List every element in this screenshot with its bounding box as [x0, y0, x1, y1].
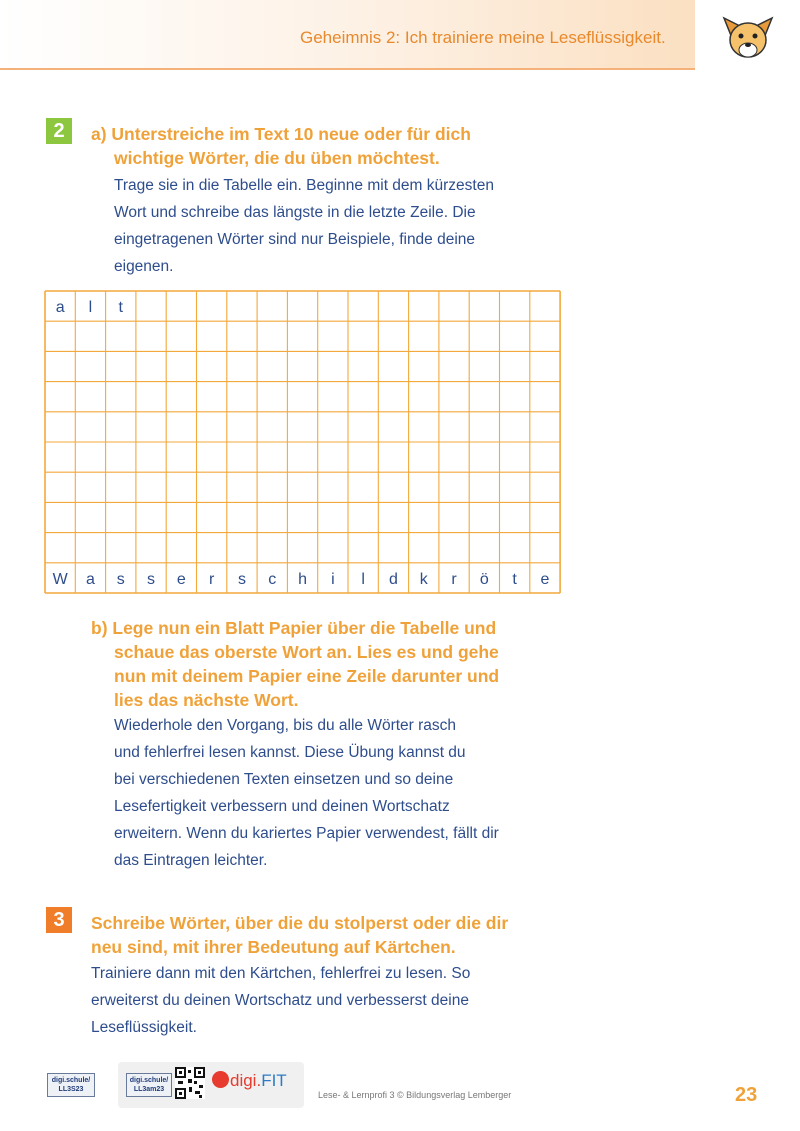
task-2b-body — [114, 712, 499, 874]
grid-letter-last-row: r — [208, 570, 215, 588]
grid-letter-last-row: i — [331, 570, 335, 588]
instruction-line: wichtige Wörter, die du üben möchtest. — [114, 148, 440, 168]
grid-letter-last-row: e — [176, 570, 186, 588]
grid-letter-last-row: c — [268, 570, 277, 588]
instruction-line: lies das nächste Wort. — [114, 690, 299, 710]
copyright-text: Lese- & Lernprofi 3 © Bildungsverlag Lemberger — [318, 1090, 512, 1100]
tag-line: digi.schule/ — [51, 1077, 91, 1084]
task-3-instruction — [91, 911, 508, 959]
body-line: erweitern. Wenn du kariertes Papier verwendest, fällt dir — [114, 825, 499, 842]
task-2a-instruction — [91, 122, 471, 170]
digi-code-tag[interactable] — [47, 1073, 95, 1097]
task-2b-instruction — [91, 616, 499, 712]
body-line: eigenen. — [114, 258, 174, 275]
page-number: 23 — [735, 1084, 758, 1106]
grid-letter-first-row: l — [88, 299, 93, 317]
digifit-logo-part-b: FIT — [261, 1071, 287, 1090]
page-header — [0, 0, 695, 70]
body-line: Trainiere dann mit den Kärtchen, fehlerfrei zu lesen. So — [91, 965, 471, 982]
body-line: und fehlerfrei lesen kannst. Diese Übung kannst du — [114, 744, 466, 761]
grid-letter-last-row: r — [451, 570, 457, 588]
body-line: bei verschiedenen Texten einsetzen und so deine — [114, 771, 454, 788]
instruction-line: schaue das oberste Wort an. Lies es und gehe — [114, 642, 499, 662]
word-grid — [44, 290, 562, 596]
instruction-line: b) Lege nun ein Blatt Papier über die Tabelle und — [91, 618, 497, 638]
qr-code-icon[interactable] — [175, 1067, 205, 1099]
mascot-icon — [718, 8, 778, 64]
grid-letter-last-row: a — [85, 570, 95, 588]
body-line: Trage sie in die Tabelle ein. Beginne mit dem kürzesten — [114, 177, 494, 194]
task-2-number: 2 — [46, 118, 72, 144]
grid-letter-last-row: d — [388, 570, 398, 588]
instruction-line: neu sind, mit ihrer Bedeutung auf Kärtchen. — [91, 937, 456, 957]
tag-line: LL3am23 — [133, 1086, 165, 1093]
grid-letter-last-row: s — [237, 570, 246, 588]
body-line: erweiterst du deinen Wortschatz und verbesserst deine — [91, 992, 469, 1009]
grid-letter-last-row: ö — [479, 570, 489, 588]
tag-line: LL3S23 — [58, 1086, 84, 1093]
instruction-line: nun mit deinem Papier eine Zeile darunter und — [114, 666, 500, 686]
grid-letter-last-row: e — [540, 570, 550, 588]
digifit-logo-icon — [212, 1071, 229, 1088]
header-title: Geheimnis 2: Ich trainiere meine Leseflüssigkeit. — [300, 28, 666, 47]
instruction-line: Schreibe Wörter, über die du stolperst oder die dir — [91, 913, 509, 933]
grid-letter-last-row: l — [361, 570, 365, 588]
body-line: eingetragenen Wörter sind nur Beispiele, finde deine — [114, 231, 476, 248]
grid-letter-last-row: W — [52, 570, 68, 588]
grid-letter-last-row: t — [512, 570, 517, 588]
body-line: Leseflüssigkeit. — [91, 1019, 197, 1036]
grid-letter-first-row: a — [55, 299, 65, 317]
body-line: Wort und schreibe das längste in die letzte Zeile. Die — [114, 204, 476, 221]
grid-letter-last-row: h — [298, 570, 308, 588]
tag-line: digi.schule/ — [129, 1077, 169, 1084]
grid-letter-first-row: t — [118, 299, 123, 317]
task-2a-body — [114, 172, 494, 280]
task-3-number: 3 — [46, 907, 72, 933]
task-3-body — [91, 960, 470, 1041]
body-line: das Eintragen leichter. — [114, 852, 268, 869]
instruction-line: a) Unterstreiche im Text 10 neue oder für dich — [91, 124, 471, 144]
digi-code-tag[interactable] — [126, 1073, 172, 1097]
digifit-logo[interactable] — [212, 1071, 287, 1091]
body-line: Lesefertigkeit verbessern und deinen Wortschatz — [114, 798, 450, 815]
body-line: Wiederhole den Vorgang, bis du alle Wörter rasch — [114, 717, 457, 734]
grid-letter-last-row: s — [116, 570, 125, 588]
grid-letter-last-row: s — [147, 570, 156, 588]
digifit-logo-part-a: digi. — [230, 1071, 262, 1090]
grid-letter-last-row: k — [419, 570, 428, 588]
